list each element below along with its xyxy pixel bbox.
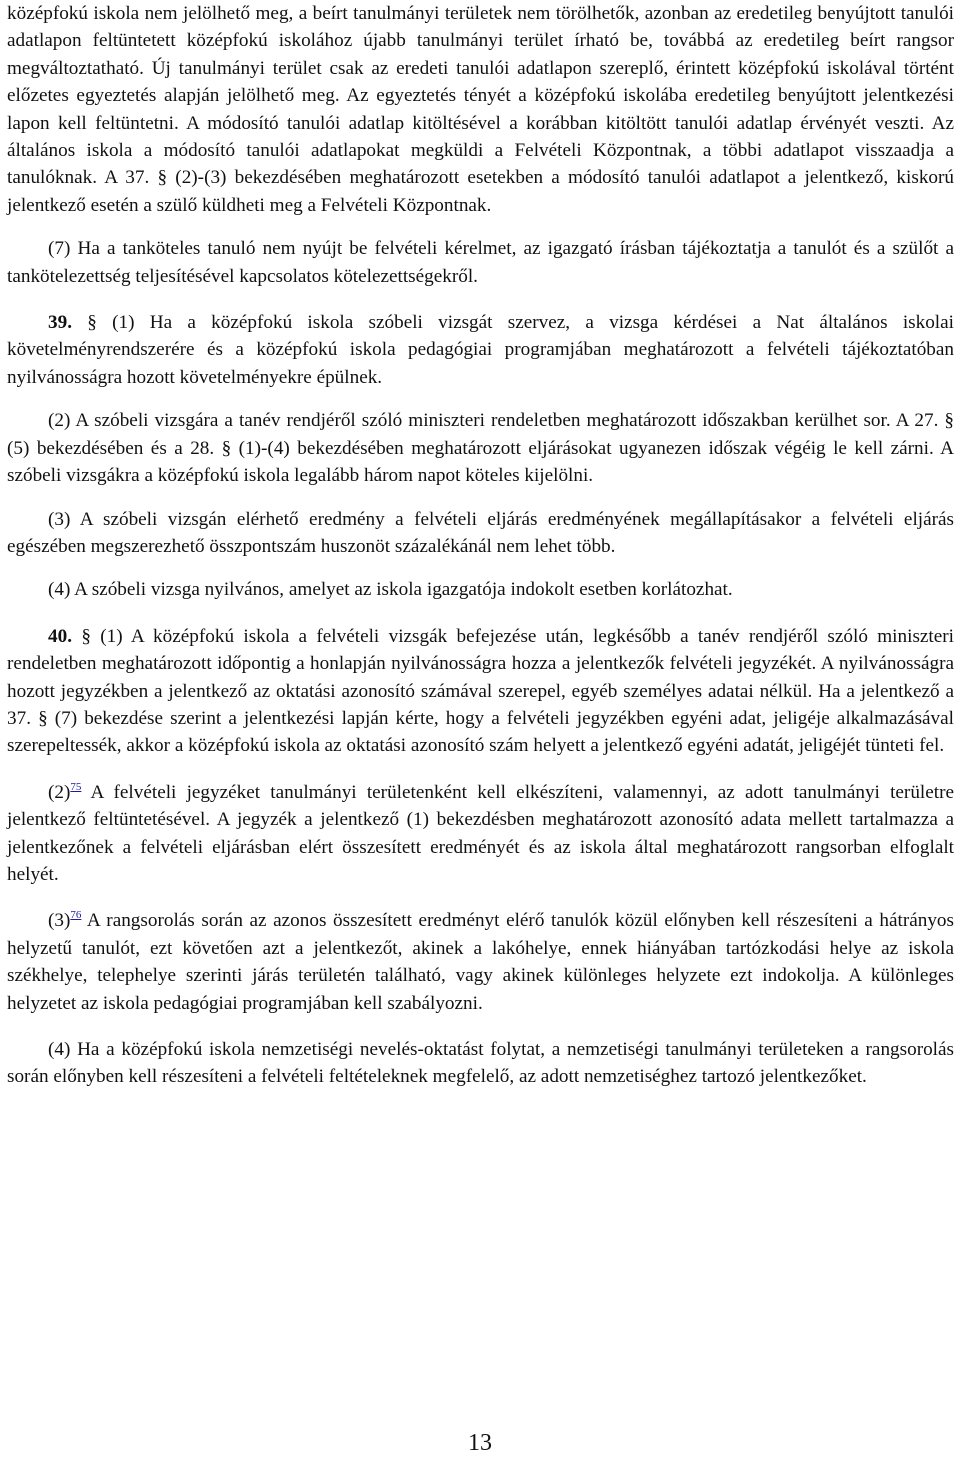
- paragraph-40-2-label: (2): [48, 781, 71, 803]
- paragraph-39-1-text: § (1) Ha a középfokú iskola szóbeli vizsgát szervez, a vizsga kérdései a Nat általános iskolai követelményrendszerére és a középfokú iskola pedagógiai programjában meghatározott a felvételi tájékoztatóban nyilvánosságra hozott követelményekre épülnek.: [7, 312, 954, 388]
- paragraph-40-2: [7, 779, 954, 889]
- paragraph-40-3-text: A rangsorolás során az azonos összesített eredményt elérő tanulók közül előnyben kell részesíteni a hátrányos helyzetű tanulót, ezt követően azt a jelentkezőt, akinek a lakóhelye, ennek hiányában tartózkodási helye az iskola székhelye, telephelye szerinti járás területén található, vagy akinek különleges helyzete ezt indokolja. A különleges helyzetet az iskola pedagógiai programjában kell szabályozni.: [7, 910, 954, 1014]
- section-39-number: 39.: [48, 312, 72, 334]
- footnote-link-76[interactable]: 76: [70, 909, 82, 922]
- paragraph-39-2: (2) A szóbeli vizsgára a tanév rendjéről szóló miniszteri rendeletben meghatározott időszakban kerülhet sor. A 27. § (5) bekezdésében és a 28. § (1)-(4) bekezdésében meghatározott eljárásokat ugyanezen időszak végéig le kell zárni. A szóbeli vizsgákra a középfokú iskola legalább három napot köteles kijelölni.: [7, 410, 954, 487]
- footnote-link-75[interactable]: 75: [70, 780, 82, 793]
- paragraph-40-3-label: (3): [48, 910, 71, 932]
- page-number: 13: [468, 1430, 492, 1456]
- document-page: [7, 0, 954, 1091]
- paragraph-40-2-text: A felvételi jegyzéket tanulmányi területenként kell elkészíteni, valamennyi, az adott tanulmányi területre jelentkező feltüntetésével. A jegyzék a jelentkező (1) bekezdésben meghatározott azonosító adata mellett tartalmazza a jelentkezőnek a felvételi eljárásban elért összesített eredményét és az iskola által meghatározott rangsorban elfoglalt helyét.: [7, 781, 954, 885]
- paragraph-38-7: (7) Ha a tanköteles tanuló nem nyújt be felvételi kérelmet, az igazgató írásban tájékoztatja a tanulót és a szülőt a tankötelezettség teljesítésével kapcsolatos kötelezettségekről.: [7, 238, 954, 287]
- paragraph-39-4: (4) A szóbeli vizsga nyilvános, amelyet az iskola igazgatója indokolt esetben korlátozhat.: [48, 579, 733, 601]
- paragraph-40-3: [7, 907, 954, 1017]
- paragraph-40-1: [7, 623, 954, 760]
- section-40-number: 40.: [48, 625, 72, 647]
- paragraph-40-1-text: § (1) A középfokú iskola a felvételi vizsgák befejezése után, legkésőbb a tanév rendjéről szóló miniszteri rendeletben meghatározott időpontig a honlapján nyilvánosságra hozza a jelentkezők felvételi jegyzékét. A nyilvánosságra hozott jegyzékben a jelentkező az oktatási azonosító számával szerepel, egyéb személyes adatai nélkül. Ha a jelentkező a 37. § (7) bekezdése szerint a jelentkezési lapján kérte, hogy a felvételi jegyzékben egyéni adat, jeligéje alkalmazásával szerepeltessék, akkor a középfokú iskola az oktatási azonosító szám helyett a jelentkező egyéni adatát, jeligéjét tünteti fel.: [7, 625, 954, 757]
- paragraph-39-3: (3) A szóbeli vizsgán elérhető eredmény a felvételi eljárás eredményének megállapításakor a felvételi eljárás egészében megszerezhető összpontszám huszonöt százalékánál nem lehet több.: [7, 508, 954, 557]
- paragraph-40-4: (4) Ha a középfokú iskola nemzetiségi nevelés-oktatást folytat, a nemzetiségi tanulmányi területeken a rangsorolás során előnyben kell részesíteni a felvételi feltételeknek megfelelő, az adott nemzetiséghez tartozó jelentkezőket.: [7, 1039, 954, 1088]
- paragraph-39-1: [7, 309, 954, 391]
- paragraph-38-6-continuation: középfokú iskola nem jelölhető meg, a beírt tanulmányi területek nem törölhetők, azonban az eredetileg benyújtott tanulói adatlapon feltüntetett középfokú iskolához újabb tanulmányi terület írható be, továbbá az eredetileg beírt rangsor megváltoztatható. Új tanulmányi terület csak az eredeti tanulói adatlapon szereplő, érintett középfokú iskolával történt előzetes egyeztetés alapján jelölhető meg. Az egyeztetés tényét a középfokú iskolába eredetileg benyújtott jelentkezési lapon kell feltüntetni. A módosító tanulói adatlap kitöltésével a korábban kitöltött tanulói adatlap érvényét veszti. Az általános iskola a módosító tanulói adatlapokat megküldi a Felvételi Központnak, a többi adatlapot visszaadja a tanulóknak. A 37. § (2)-(3) bekezdésében meghatározott esetekben a módosító tanulói adatlapot a jelentkező, kiskorú jelentkező esetén a szülő küldheti meg a Felvételi Központnak.: [7, 3, 954, 216]
